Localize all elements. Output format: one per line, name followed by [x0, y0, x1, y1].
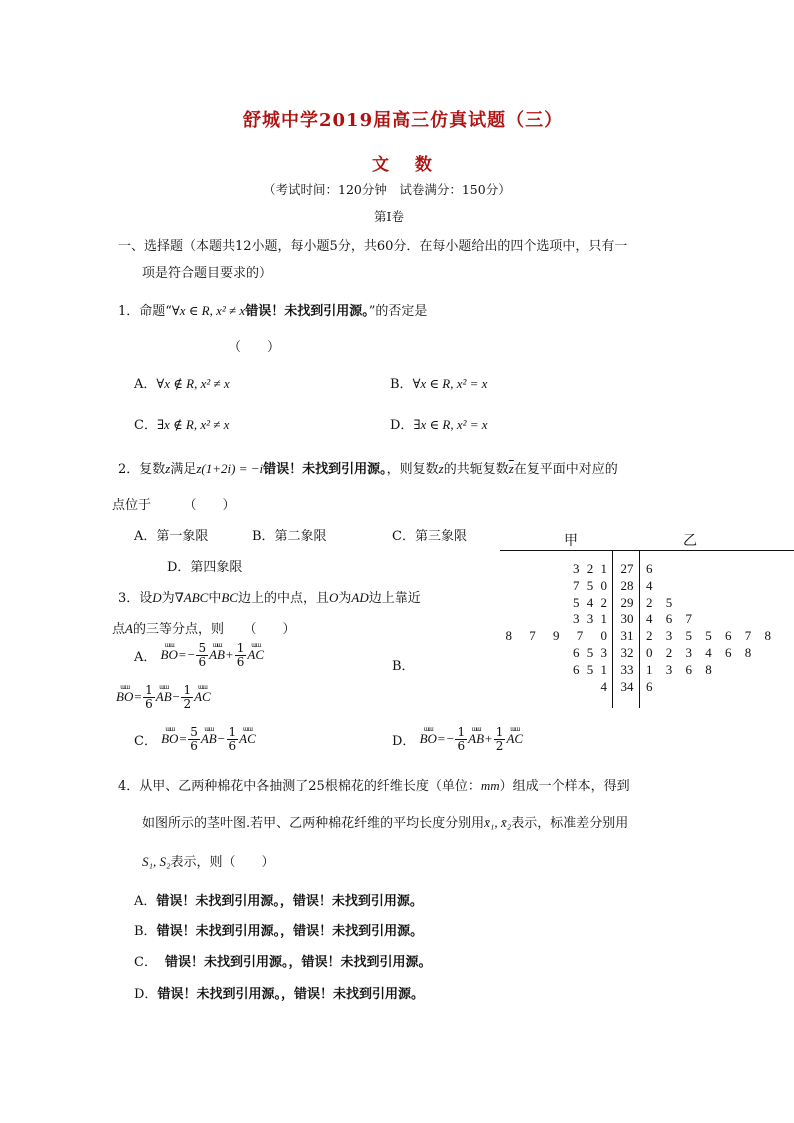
q4-option-b-label: B．	[134, 924, 157, 939]
q1-option-a-label: A．	[134, 377, 157, 392]
fraction	[196, 642, 208, 669]
q3-option-a	[134, 642, 264, 669]
q1-option-c-label: C．	[134, 418, 157, 433]
denominator: 6	[457, 739, 466, 753]
q3-text: 3．设	[118, 591, 153, 606]
vector-mark: ɯɯ	[197, 683, 207, 691]
q2-error: 错误！未找到引用源。	[263, 462, 387, 477]
volume-label: 第Ⅰ卷	[374, 209, 404, 224]
vector-label: AC	[506, 731, 524, 746]
q1-option-d	[390, 414, 488, 433]
vector-mark: ɯɯ	[471, 725, 481, 733]
q4-option-b-text: 错误！未找到引用源。，错误！未找到引用源。	[156, 924, 424, 939]
vector-AB	[201, 726, 217, 744]
denominator: 6	[198, 655, 207, 669]
eq-sign: =	[178, 731, 188, 746]
q3-text: 的三等分点，则 （ ）	[132, 622, 296, 637]
vector-mark: ɯɯ	[423, 725, 433, 733]
vector-label: BO	[161, 731, 179, 746]
vector-BO	[116, 684, 133, 702]
fraction	[143, 684, 155, 711]
q1-error: 错误！未找到引用源。	[245, 304, 369, 319]
q4-text: 表示，标准差分别用	[511, 816, 629, 831]
vector-label: AB	[468, 731, 485, 746]
denominator: 6	[190, 739, 198, 753]
eq-sign: =	[436, 731, 446, 746]
q2-mid2: ，则复数	[386, 462, 439, 477]
vector-mark: ɯɯ	[120, 683, 130, 691]
denominator: 2	[183, 697, 192, 711]
q2-option-c: C．第三象限	[392, 529, 467, 544]
q3-option-c	[134, 726, 256, 753]
q4-text: 4．从甲、乙两种棉花中各抽测了25根棉花的纤维长度（单位：	[118, 779, 481, 794]
numerator: 5	[190, 725, 198, 739]
q3-AD: AD	[351, 590, 369, 605]
subject-title: 文 数	[372, 155, 442, 175]
q1-option-c-text: ∃x ∉ R, x² ≠ x	[156, 417, 230, 432]
stem-leaf-right-header: 乙	[683, 533, 697, 549]
q3-text: 中	[208, 591, 222, 606]
stem-leaf-stem: 34	[620, 678, 634, 694]
stem-leaf-header-rule	[500, 550, 794, 551]
vector-AB	[468, 726, 484, 744]
vector-AB	[209, 642, 225, 660]
q3-triangle: ∇ABC	[174, 590, 209, 605]
stem-right-rule	[639, 550, 640, 708]
stem-leaf-right-leaves: 0 2 3 4 6 8	[646, 645, 752, 660]
page-title: 舒城中学2019届高三仿真试题（三）	[243, 110, 564, 131]
plus-sign: +	[224, 647, 234, 662]
q1-answer-paren: （ ）	[228, 340, 281, 355]
q4-means: x̄₁, x̄₂	[484, 815, 512, 830]
q2-equation: z(1+2i) = −i	[196, 461, 264, 476]
stem-leaf-stem: 33	[620, 661, 634, 677]
vector-BO	[161, 726, 178, 744]
q4-option-a-text: 错误！未找到引用源。，错误！未找到引用源。	[156, 894, 423, 909]
q4-option-a-label: A．	[134, 894, 157, 909]
question-4-line1	[118, 775, 630, 794]
vector-label: BO	[116, 689, 134, 704]
vector-label: BO	[160, 647, 178, 662]
vector-mark: ɯɯ	[164, 641, 174, 649]
numerator: 1	[457, 725, 466, 739]
q2-option-d: D．第四象限	[167, 560, 243, 575]
vector-label: AB	[209, 647, 225, 662]
stem-leaf-right-leaves: 4	[646, 577, 653, 593]
q1-option-d-label: D．	[390, 418, 414, 433]
question-4-line2	[142, 812, 628, 831]
q1-option-b	[390, 373, 487, 392]
eq-sign: =	[133, 689, 143, 704]
q4-option-d-label: D．	[134, 987, 158, 1002]
q4-option-d-text: 错误！未找到引用源。，错误！未找到引用源。	[157, 987, 424, 1002]
q2-z2: z	[438, 461, 444, 476]
q3-text: 为	[338, 591, 352, 606]
fraction	[227, 726, 239, 753]
stem-left-rule	[612, 550, 613, 708]
fraction	[455, 726, 467, 753]
minus-sign: −	[445, 731, 455, 746]
q2-mid3: 的共轭复数	[443, 462, 509, 477]
numerator: 5	[198, 641, 207, 655]
stem-leaf-stem: 32	[620, 645, 634, 660]
fraction	[494, 726, 506, 753]
fraction	[235, 642, 247, 669]
stem-leaf-stem: 27	[620, 561, 634, 576]
question-3-stem-line1	[118, 587, 421, 606]
vector-mark: ɯɯ	[212, 641, 222, 649]
stem-leaf-right-leaves: 1 3 6 8	[646, 661, 712, 677]
exam-info: （考试时间：120分钟 试卷满分：150分）	[263, 182, 511, 197]
numerator: 1	[236, 641, 245, 655]
stem-leaf-right-leaves: 2 3 5 5 6 7 8	[646, 628, 771, 644]
q4-text: 如图所示的茎叶图.若甲、乙两种棉花纤维的平均长度分别用	[142, 816, 485, 831]
q3-option-a-label: A．	[134, 650, 157, 665]
q1-suffix: ”的否定是	[368, 304, 428, 319]
eq-sign: =	[177, 647, 187, 662]
stem-leaf-left-leaves: 6 5 1	[573, 661, 607, 677]
vector-label: AC	[247, 647, 265, 662]
q4-option-d	[134, 983, 424, 1002]
stem-leaf-stem: 30	[620, 611, 634, 627]
q2-mid4: 在复平面中对应的	[513, 462, 618, 477]
q3-O: O	[328, 590, 339, 605]
q3-text: 边上靠近	[368, 591, 421, 606]
vector-label: AC	[239, 731, 256, 746]
q2-mid1: 满足	[170, 462, 197, 477]
vector-mark: ɯɯ	[510, 725, 520, 733]
stem-leaf-stem: 28	[620, 577, 634, 593]
vector-mark: ɯɯ	[165, 725, 175, 733]
q4-option-b	[134, 920, 423, 939]
vector-AB	[156, 684, 172, 702]
q4-text: 表示，则（ ）	[170, 855, 275, 870]
stem-leaf-left-header: 甲	[564, 533, 578, 549]
q2-z1: z	[165, 461, 171, 476]
q4-option-a	[134, 890, 423, 909]
question-4-line3	[142, 851, 275, 870]
q3-text: 边上的中点，且	[237, 591, 329, 606]
q3-text: 点	[112, 622, 126, 637]
denominator: 6	[145, 697, 153, 711]
vector-AC	[239, 726, 256, 744]
numerator: 1	[145, 683, 153, 697]
q1-option-a	[134, 373, 230, 392]
q2-option-a: A．第一象限	[134, 529, 209, 544]
stem-leaf-right-leaves: 6	[646, 678, 653, 694]
q1-option-b-text: ∀x ∈ R, x² = x	[412, 376, 488, 391]
stem-leaf-right-leaves: 6	[646, 561, 653, 576]
q3-BC: BC	[221, 590, 238, 605]
vector-BO	[420, 726, 437, 744]
stem-leaf-left-leaves: 3 3 1	[573, 611, 607, 627]
q3-option-d	[392, 726, 523, 753]
vector-BO	[161, 642, 178, 660]
stem-leaf-plot	[500, 528, 794, 710]
q1-option-d-text: ∃x ∈ R, x² = x	[413, 417, 488, 432]
q3-option-b	[116, 684, 211, 711]
fraction	[188, 726, 200, 753]
q2-option-b: B．第二象限	[252, 529, 327, 544]
section-instructions-line1: 一、选择题（本题共12小题，每小题5分，共60分．在每小题给出的四个选项中，只有一	[118, 239, 628, 254]
vector-AC	[506, 726, 523, 744]
stem-leaf-left-leaves: 7 5 0	[573, 577, 607, 593]
q1-prefix: 1．命题“	[118, 304, 172, 319]
stem-leaf-left-leaves: 4	[600, 678, 607, 694]
q4-option-c	[134, 951, 431, 970]
vector-mark: ɯɯ	[243, 725, 252, 733]
question-1-stem	[118, 300, 427, 319]
q4-option-c-label: C．	[134, 955, 157, 970]
q1-option-b-label: B．	[390, 377, 413, 392]
q2-zbar: $\overline{z}$	[508, 461, 514, 476]
vector-label: AC	[194, 689, 211, 704]
stem-leaf-left-leaves: 8 7 9 7 0	[505, 628, 607, 644]
q3-option-c-label: C．	[134, 734, 157, 749]
denominator: 6	[228, 739, 237, 753]
minus-sign: −	[171, 689, 181, 704]
q1-option-a-text: ∀x ∉ R, x² ≠ x	[156, 376, 230, 391]
denominator: 2	[495, 739, 504, 753]
denominator: 6	[236, 655, 245, 669]
vector-mark: ɯɯ	[159, 683, 169, 691]
q4-std-devs: S₁, S₂	[142, 854, 171, 869]
minus-sign: −	[216, 731, 226, 746]
plus-sign: +	[484, 731, 493, 746]
q3-option-d-label: D．	[392, 734, 416, 749]
stem-leaf-left-leaves: 3 2 1	[573, 561, 607, 576]
vector-label: AB	[155, 689, 172, 704]
numerator: 1	[495, 725, 504, 739]
q2-line2: 点位于 （ ）	[112, 498, 236, 513]
stem-leaf-left-leaves: 6 5 3	[573, 645, 607, 660]
q3-D: D	[152, 590, 162, 605]
q4-text: ）组成一个样本，得到	[499, 779, 630, 794]
stem-leaf-left-leaves: 5 4 2	[573, 594, 607, 610]
vector-mark: ɯɯ	[204, 725, 214, 733]
q3-text: 为	[161, 591, 175, 606]
q3-A: A	[125, 621, 133, 636]
q1-option-c	[134, 414, 229, 433]
stem-leaf-right-leaves: 4 6 7	[646, 611, 692, 627]
fraction	[181, 684, 193, 711]
numerator: 1	[228, 725, 237, 739]
stem-leaf-right-leaves: 2 5	[646, 594, 673, 610]
q4-unit: mm	[480, 778, 500, 793]
stem-leaf-stem: 31	[620, 628, 634, 644]
q4-option-c-text: 错误！未找到引用源。，错误！未找到引用源。	[164, 955, 432, 970]
vector-label: AB	[200, 731, 217, 746]
minus-sign: −	[186, 647, 196, 662]
vector-AC	[194, 684, 211, 702]
question-3-stem-line2	[112, 618, 295, 637]
numerator: 1	[183, 683, 192, 697]
question-2-stem	[118, 458, 618, 477]
vector-label: BO	[419, 731, 437, 746]
section-instructions-line2: 项是符合题目要求的）	[142, 266, 273, 281]
stem-leaf-stem: 29	[620, 594, 634, 610]
vector-mark: ɯɯ	[251, 641, 261, 649]
vector-AC	[247, 642, 264, 660]
q1-math: ∀x ∈ R, x² ≠ x	[171, 303, 246, 318]
q3-option-b-label: B．	[392, 659, 415, 674]
q2-prefix: 2．复数	[118, 462, 166, 477]
